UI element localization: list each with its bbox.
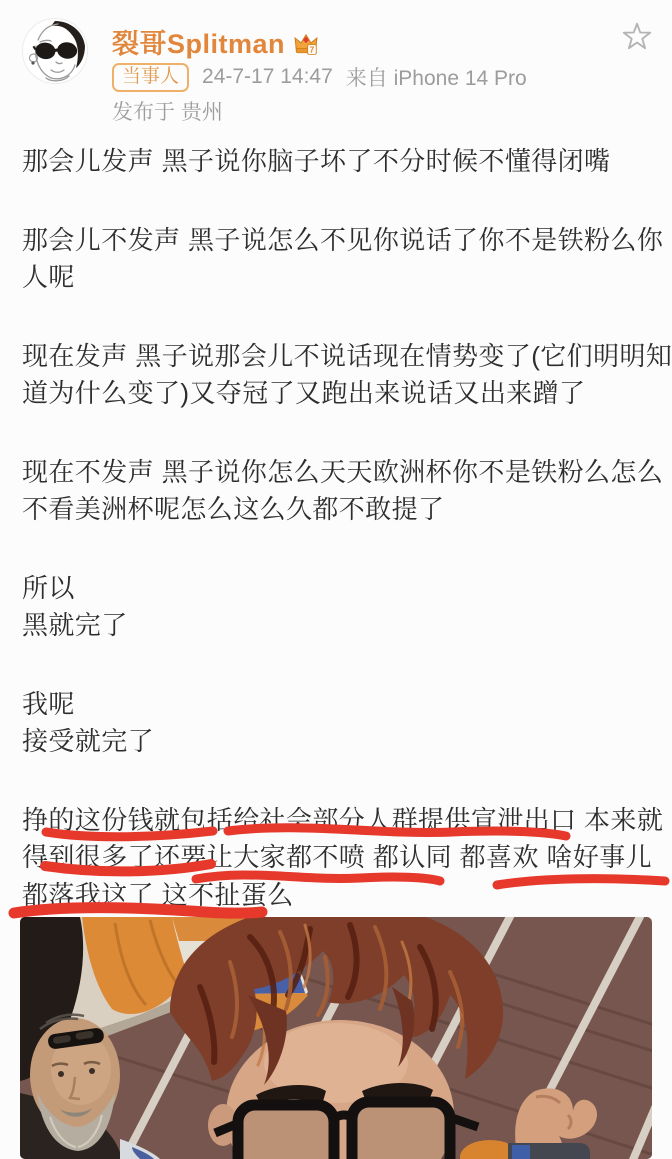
star-outline-icon — [622, 22, 652, 52]
post-source[interactable]: 来自 iPhone 14 Pro — [345, 67, 527, 90]
paragraph — [22, 143, 652, 181]
post-body — [22, 143, 672, 955]
text-line: 接受就完了 — [22, 726, 155, 756]
text-line: 所以 — [22, 572, 75, 603]
stadium-crowd-photo — [20, 917, 652, 1159]
text-line: 黑就完了 — [22, 610, 128, 640]
paragraph — [22, 802, 664, 915]
text-line: 那会儿发声 黑子说你脑子坏了不分时候不懂得闭嘴 — [22, 146, 611, 176]
text-line: 都落我这了 这不扯蛋么 — [22, 879, 294, 910]
avatar[interactable] — [22, 18, 88, 84]
text-line: 那会儿不发声 黑子说怎么不见你说话了你不是铁粉么你 — [22, 224, 664, 255]
text-line: 挣的这份钱就包括给社会部分人群提供宣泄出口 本来就 — [22, 804, 664, 835]
favorite-star-button[interactable] — [620, 20, 654, 54]
principal-badge: 当事人 — [112, 63, 189, 92]
sketch-face-avatar-icon — [22, 18, 88, 84]
text-line: 我呢 — [22, 688, 75, 719]
post-location: 发布于 贵州 — [112, 101, 223, 124]
paragraph — [22, 454, 664, 529]
text-line: 现在不发声 黑子说你怎么天天欧洲杯你不是铁粉么怎么 — [22, 456, 664, 487]
text-line: 现在发声 黑子说那会儿不说话现在情势变了(它们明明知 — [22, 340, 672, 371]
paragraph — [22, 338, 672, 413]
text-line: 道为什么变了)又夺冠了又跑出来说话又出来蹭了 — [22, 378, 586, 408]
post-image[interactable] — [20, 917, 652, 1159]
paragraph — [22, 222, 664, 297]
text-line: 得到很多了还要让大家都不喷 都认同 都喜欢 啥好事儿 — [22, 842, 653, 872]
paragraph — [22, 686, 652, 761]
username-link[interactable]: 裂哥Splitman — [112, 29, 286, 59]
paragraph — [22, 570, 652, 645]
crown-level-number: 7 — [309, 44, 315, 55]
text-line: 不看美洲杯呢怎么这么久都不敢提了 — [22, 494, 445, 524]
vip-crown-icon — [293, 31, 319, 55]
post-timestamp: 24-7-17 14:47 — [202, 65, 333, 88]
text-line: 人呢 — [22, 262, 75, 292]
